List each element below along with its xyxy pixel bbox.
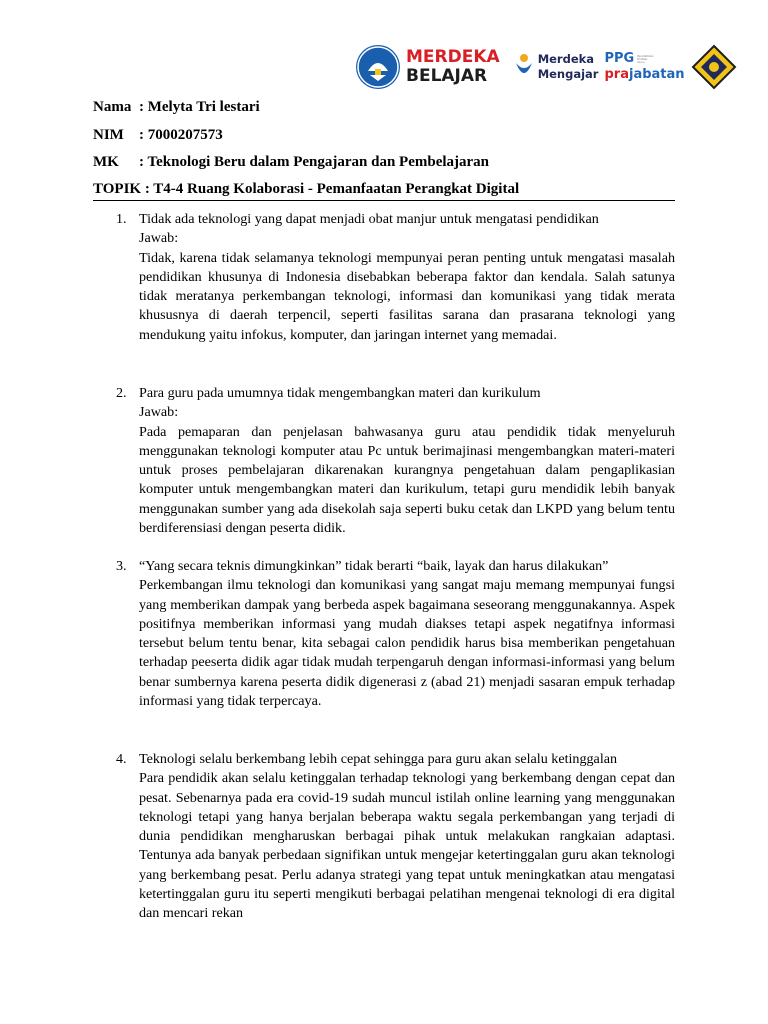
name-label: Nama — [93, 99, 132, 115]
topic-heading: TOPIK : T4-4 Ruang Kolaborasi - Pemanfaatan Perangkat Digital — [93, 180, 675, 201]
item-number: 1. — [116, 211, 127, 227]
merdeka-belajar-logo: MERDEKA BELAJAR — [406, 47, 500, 86]
item-number: 3. — [116, 558, 127, 574]
tut-wuri-handayani-logo — [356, 45, 400, 89]
logo-strip — [356, 42, 737, 92]
item-number: 4. — [116, 751, 127, 767]
list-item — [116, 557, 675, 711]
item-answer: Perkembangan ilmu teknologi dan komunikasi yang sangat maju memang mempunyai fungsi yang memberikan dampak yang berbeda aspek bagaimana seseorang menggunakannya. Aspek positifnya memberikan informasi yang mudah diakses tetapi aspek negatifnya informasi tersebut belum tentu benar, kita sebagai calon pendidik harus bisa memberikan pengetahuan terhadap peeserta didik agar tidak mudah terpengaruh dengan informasi-informasi yang belum benar sumbernya karena peserta didik digenerasi z (abad 21) menjadi sasaran empuk terhadap informasi yang tidak terpercaya. — [139, 577, 675, 710]
mk-label: MK — [93, 154, 119, 170]
nim-value: : 7000207573 — [139, 127, 223, 143]
item-answer: Para pendidik akan selalu ketinggalan terhadap teknologi yang berkembang dengan cepat dan pesat. Sebenarnya pada era covid-19 sudah muncul istilah online learning yang menggunakan teknologi tetapi yang hanya berjalan beberapa waktu segala perkembangan yang terjadi di dunia pendidikan mengharuskan berbagai pihak untuk melakukan rangkaian adaptasi. Tentunya ada banyak perbedaan signifikan untuk mengejar ketertinggalan guru akan teknologi yang berkembang pesat. Perlu adanya strategi yang tepat untuk meningkatkan atau mengatasi ketertinggalan guru itu seperti mengikuti berbagai pelatihan mengenai teknologi di era digital dan mencari rekan — [139, 770, 675, 922]
mk-value: : Teknologi Beru dalam Pengajaran dan Pembelajaran — [139, 154, 490, 170]
nim-label: NIM — [93, 127, 124, 143]
university-emblem-icon — [691, 44, 737, 90]
name-value: : Melyta Tri lestari — [139, 99, 260, 115]
item-jawab: Jawab: — [139, 404, 179, 421]
name-row — [93, 98, 260, 116]
list-item — [116, 384, 675, 538]
item-number: 2. — [116, 385, 127, 401]
item-question: “Yang secara teknis dimungkinkan” tidak berarti “baik, layak dan harus dilakukan” — [139, 558, 609, 574]
item-question: Para guru pada umumnya tidak mengembangkan materi dan kurikulum — [139, 385, 541, 401]
ppg-prajabatan-logo: PPG Pendidikan Profesi Guru prajabatan — [604, 51, 685, 82]
merdeka-mengajar-icon — [514, 53, 534, 81]
merdeka-mengajar-logo: Merdeka Mengajar — [514, 52, 599, 82]
item-jawab: Jawab: — [139, 230, 179, 247]
item-answer: Tidak, karena tidak selamanya teknologi mempunyai peran penting untuk mengatasi masalah pendidikan khusunya di Indonesia disebabkan beberapa faktor dan kendala. Salah satunya tidak meratanya perkembangan teknologi, informasi dan komunikasi yang tidak merata khususnya di daerah terpencil, seperti fasilitas sarana dan prasarana teknologi yang mendukung yaitu infokus, komputer, dan jaringan internet yang memadai. — [139, 249, 675, 343]
list-item — [116, 750, 675, 924]
item-answer: Pada pemaparan dan penjelasan bahwasanya guru atau pendidik tidak menyeluruh menggunakan teknologi komputer atau Pc untuk berimajinasi mengembangkan materi-materi untuk proses pembelajaran dikarenakan kurangnya pengetahuan dalam pengaplikasian komputer untuk mengembangkan materi dan kurikulum, tetapi guru mendidik lebih banyak menggunakan sumber yang ada disekolah saja seperti buku cetak dan LKPD yang belum tentu berdiferensiasi dengan peserta didik. — [139, 423, 675, 537]
item-question: Teknologi selalu berkembang lebih cepat sehingga para guru akan selalu ketinggalan — [139, 751, 618, 767]
nim-row — [93, 126, 223, 144]
item-question: Tidak ada teknologi yang dapat menjadi obat manjur untuk mengatasi pendidikan — [139, 211, 599, 227]
mk-row — [93, 153, 489, 171]
list-item — [116, 210, 675, 345]
